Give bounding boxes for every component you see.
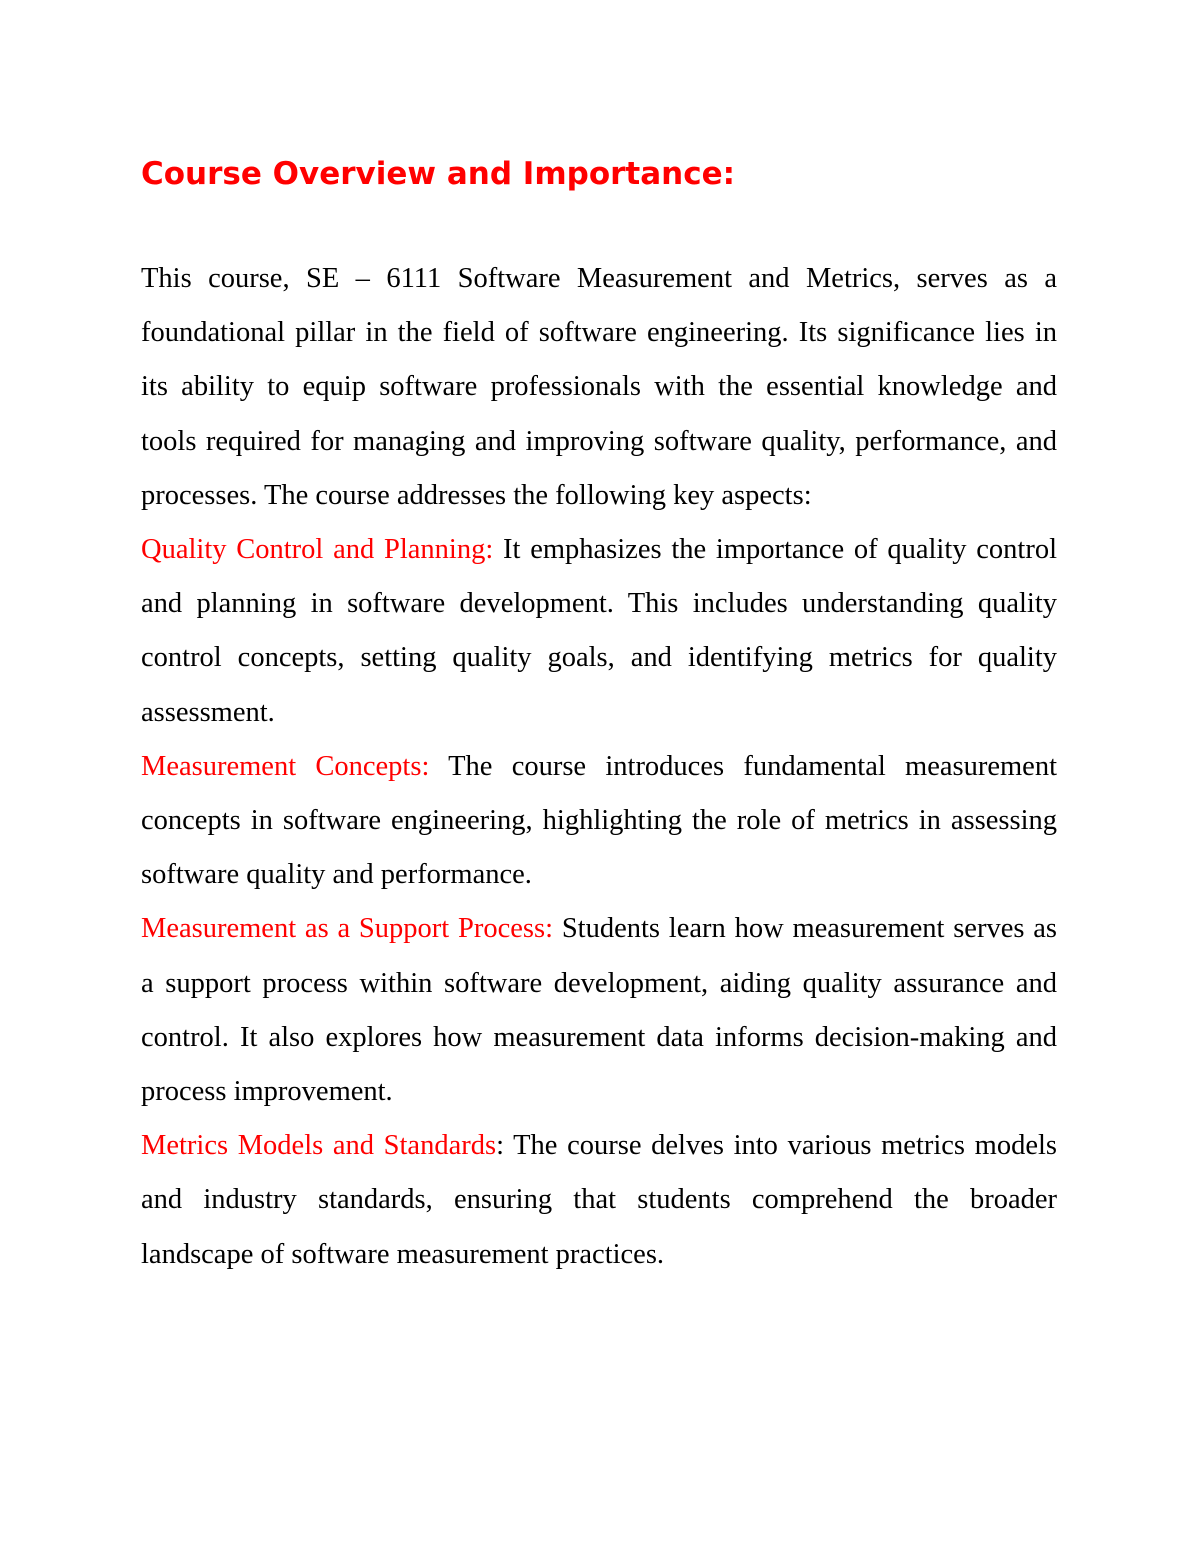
section-text: : The course delves into various metrics models and industry standards, ensuring that students comprehend the broader landscape of software measurement practices. bbox=[141, 1130, 1058, 1270]
section-text: It emphasizes the importance of quality control and planning in software development. This includes understanding quality control concepts, setting quality goals, and identifying metrics for quality assessment. bbox=[141, 534, 1057, 728]
section-quality-control bbox=[141, 523, 1057, 740]
intro-paragraph: This course, SE – 6111 Software Measurement and Metrics, serves as a foundational pillar in the field of software engineering. Its significance lies in its ability to equip software professionals with the essential knowledge and tools required for managing and improving software quality, performance, and processes. The course addresses the following key aspects: bbox=[141, 263, 1057, 511]
section-label: Measurement Concepts: bbox=[141, 750, 430, 782]
section-metrics-models-standards bbox=[141, 1119, 1057, 1282]
document-body bbox=[141, 252, 1057, 1282]
section-measurement-support-process bbox=[141, 902, 1057, 1119]
section-text: The course introduces fundamental measurement concepts in software engineering, highlighting the role of metrics in assessing software quality and performance. bbox=[141, 750, 1057, 891]
section-label: Metrics Models and Standards bbox=[141, 1130, 497, 1162]
section-measurement-concepts bbox=[141, 740, 1057, 903]
page-title: Course Overview and Importance: bbox=[141, 156, 736, 192]
section-label: Measurement as a Support Process: bbox=[141, 913, 553, 945]
section-text: Students learn how measurement serves as a support process within software development, aiding quality assurance and control. It also explores how measurement data informs decision-making and process improvement. bbox=[141, 913, 1057, 1108]
section-label: Quality Control and Planning: bbox=[141, 534, 494, 566]
